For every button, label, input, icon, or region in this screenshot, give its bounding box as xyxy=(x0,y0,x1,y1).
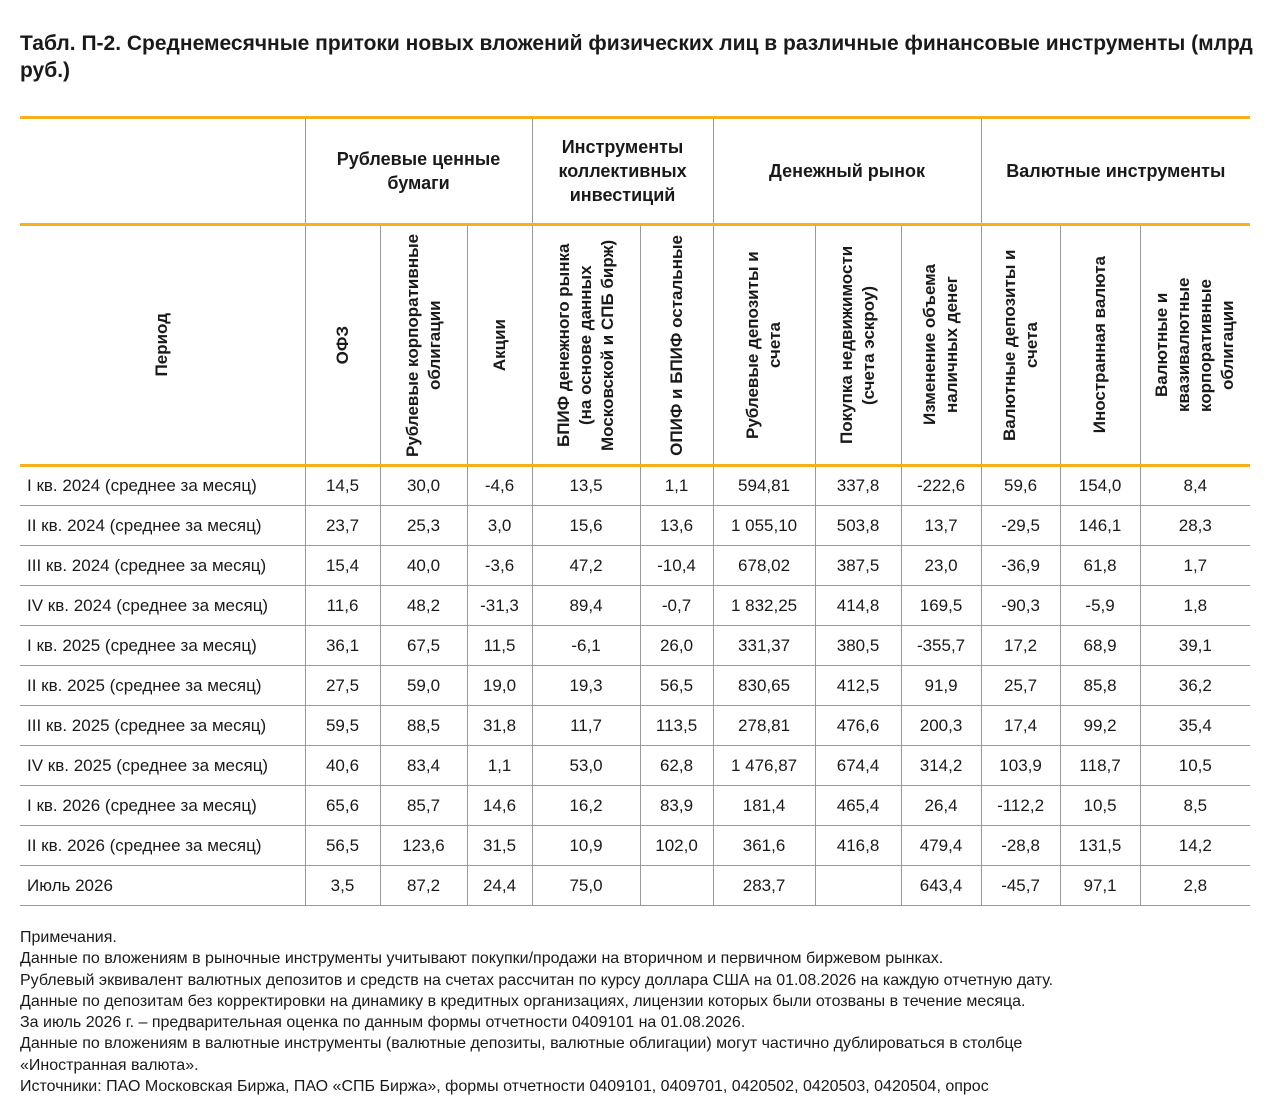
table-row xyxy=(20,786,1250,826)
value-cell: 1 476,87 xyxy=(713,746,815,786)
value-cell: 830,65 xyxy=(713,666,815,706)
value-cell: 10,5 xyxy=(1140,746,1250,786)
column-header-ruble-corp-bonds xyxy=(380,225,467,466)
group-header-currency-instruments: Валютные инструменты xyxy=(981,118,1250,225)
value-cell: 75,0 xyxy=(532,866,640,906)
table-row xyxy=(20,546,1250,586)
value-cell: 1,1 xyxy=(467,746,532,786)
table-row xyxy=(20,746,1250,786)
value-cell: 1 055,10 xyxy=(713,506,815,546)
value-cell: 102,0 xyxy=(640,826,713,866)
value-cell: 146,1 xyxy=(1060,506,1140,546)
table-row xyxy=(20,466,1250,506)
value-cell xyxy=(640,866,713,906)
value-cell: 1,1 xyxy=(640,466,713,506)
value-cell: 31,8 xyxy=(467,706,532,746)
column-header-shares xyxy=(467,225,532,466)
value-cell: 39,1 xyxy=(1140,626,1250,666)
value-cell: 1 832,25 xyxy=(713,586,815,626)
value-cell: 89,4 xyxy=(532,586,640,626)
value-cell: 19,3 xyxy=(532,666,640,706)
value-cell: 40,0 xyxy=(380,546,467,586)
value-cell: -31,3 xyxy=(467,586,532,626)
value-cell: 17,2 xyxy=(981,626,1060,666)
row-period-cell: III кв. 2025 (среднее за месяц) xyxy=(20,706,305,746)
column-header-foreign-currency xyxy=(1060,225,1140,466)
value-cell: 503,8 xyxy=(815,506,901,546)
value-cell: 8,4 xyxy=(1140,466,1250,506)
row-period-cell: II кв. 2024 (среднее за месяц) xyxy=(20,506,305,546)
value-cell: 278,81 xyxy=(713,706,815,746)
value-cell: 11,6 xyxy=(305,586,380,626)
value-cell: 97,1 xyxy=(1060,866,1140,906)
value-cell: 13,6 xyxy=(640,506,713,546)
table-row xyxy=(20,706,1250,746)
value-cell: 479,4 xyxy=(901,826,981,866)
value-cell: 65,6 xyxy=(305,786,380,826)
value-cell: 14,5 xyxy=(305,466,380,506)
column-header-label: Акции xyxy=(489,318,509,372)
group-header-row xyxy=(20,118,1250,225)
column-header-label: Иностранная валюта xyxy=(1090,256,1110,434)
value-cell: 40,6 xyxy=(305,746,380,786)
value-cell: 83,9 xyxy=(640,786,713,826)
value-cell: 13,7 xyxy=(901,506,981,546)
value-cell: 36,2 xyxy=(1140,666,1250,706)
value-cell: 113,5 xyxy=(640,706,713,746)
value-cell: 67,5 xyxy=(380,626,467,666)
value-cell: 83,4 xyxy=(380,746,467,786)
column-header-ruble-deposits xyxy=(713,225,815,466)
row-period-cell: I кв. 2026 (среднее за месяц) xyxy=(20,786,305,826)
column-header-real-estate xyxy=(815,225,901,466)
column-header-cash-change xyxy=(901,225,981,466)
column-header-label: Период xyxy=(152,313,172,377)
notes-block xyxy=(20,927,1260,1097)
value-cell: 59,6 xyxy=(981,466,1060,506)
value-cell: 1,8 xyxy=(1140,586,1250,626)
table-row xyxy=(20,506,1250,546)
table-row xyxy=(20,866,1250,906)
column-header-label: Покупка недвижимости (счета эскроу) xyxy=(837,245,879,445)
value-cell: 1,7 xyxy=(1140,546,1250,586)
value-cell: 14,6 xyxy=(467,786,532,826)
value-cell: 414,8 xyxy=(815,586,901,626)
value-cell: 416,8 xyxy=(815,826,901,866)
column-header-fx-corp-bonds xyxy=(1140,225,1250,466)
value-cell: 387,5 xyxy=(815,546,901,586)
value-cell: 103,9 xyxy=(981,746,1060,786)
value-cell: 56,5 xyxy=(640,666,713,706)
column-header-mmf-etf xyxy=(532,225,640,466)
value-cell: 26,0 xyxy=(640,626,713,666)
value-cell: 674,4 xyxy=(815,746,901,786)
value-cell: 10,9 xyxy=(532,826,640,866)
notes-heading: Примечания. xyxy=(20,929,117,946)
note-line: Источники: ПАО Московская Биржа, ПАО «СПБ Биржа», формы отчетности 0409101, 0409701, 0420502, 0420503, 0420504, опрос xyxy=(20,1078,989,1096)
value-cell: -355,7 xyxy=(901,626,981,666)
group-header-empty xyxy=(20,118,305,225)
table-row xyxy=(20,666,1250,706)
value-cell: -10,4 xyxy=(640,546,713,586)
column-header-label: ОФЗ xyxy=(332,325,352,365)
value-cell: 154,0 xyxy=(1060,466,1140,506)
value-cell: 25,7 xyxy=(981,666,1060,706)
value-cell: 16,2 xyxy=(532,786,640,826)
value-cell: 331,37 xyxy=(713,626,815,666)
value-cell: 35,4 xyxy=(1140,706,1250,746)
value-cell: 412,5 xyxy=(815,666,901,706)
value-cell: 678,02 xyxy=(713,546,815,586)
value-cell: 23,0 xyxy=(901,546,981,586)
value-cell: 26,4 xyxy=(901,786,981,826)
column-header-other-funds xyxy=(640,225,713,466)
value-cell: 85,7 xyxy=(380,786,467,826)
value-cell: -29,5 xyxy=(981,506,1060,546)
value-cell: 476,6 xyxy=(815,706,901,746)
value-cell: 15,4 xyxy=(305,546,380,586)
value-cell: 2,8 xyxy=(1140,866,1250,906)
value-cell: 643,4 xyxy=(901,866,981,906)
value-cell: 30,0 xyxy=(380,466,467,506)
row-period-cell: I кв. 2024 (среднее за месяц) xyxy=(20,466,305,506)
value-cell: 465,4 xyxy=(815,786,901,826)
note-line: «Иностранная валюта». xyxy=(20,1056,199,1074)
column-header-ofz xyxy=(305,225,380,466)
row-period-cell: Июль 2026 xyxy=(20,866,305,906)
value-cell: -36,9 xyxy=(981,546,1060,586)
value-cell: 25,3 xyxy=(380,506,467,546)
value-cell: -112,2 xyxy=(981,786,1060,826)
value-cell: 200,3 xyxy=(901,706,981,746)
row-period-cell: IV кв. 2024 (среднее за месяц) xyxy=(20,586,305,626)
value-cell: 8,5 xyxy=(1140,786,1250,826)
value-cell: -90,3 xyxy=(981,586,1060,626)
table-title: Табл. П-2. Среднемесячные притоки новых вложений физических лиц в различные финансовые инструменты (млрд руб.) xyxy=(20,32,1253,82)
value-cell: 13,5 xyxy=(532,466,640,506)
column-header-label: Рублевые корпоративные облигации xyxy=(402,233,444,457)
value-cell: -222,6 xyxy=(901,466,981,506)
value-cell: 28,3 xyxy=(1140,506,1250,546)
table-row xyxy=(20,626,1250,666)
value-cell: 48,2 xyxy=(380,586,467,626)
note-line: Рублевый эквивалент валютных депозитов и средств на счетах рассчитан по курсу доллара США на 01.08.2026 на каждую отчетную дату. xyxy=(20,971,1054,989)
value-cell: -6,1 xyxy=(532,626,640,666)
column-header-label: Рублевые депозиты и счета xyxy=(743,251,785,439)
value-cell: 24,4 xyxy=(467,866,532,906)
column-header-label: БПИФ денежного рынка (на основе данных Московской и СПБ бирж) xyxy=(554,239,618,451)
value-cell: 10,5 xyxy=(1060,786,1140,826)
group-header-money-market: Денежный рынок xyxy=(713,118,981,225)
value-cell: 181,4 xyxy=(713,786,815,826)
value-cell: 11,7 xyxy=(532,706,640,746)
column-header-label: Валютные и квазивалютные корпоративные облигации xyxy=(1152,277,1238,413)
value-cell: -28,8 xyxy=(981,826,1060,866)
value-cell: 62,8 xyxy=(640,746,713,786)
value-cell: 17,4 xyxy=(981,706,1060,746)
table-body xyxy=(20,466,1250,906)
value-cell: 88,5 xyxy=(380,706,467,746)
value-cell: 283,7 xyxy=(713,866,815,906)
value-cell: 314,2 xyxy=(901,746,981,786)
value-cell: 380,5 xyxy=(815,626,901,666)
value-cell: 14,2 xyxy=(1140,826,1250,866)
value-cell: 87,2 xyxy=(380,866,467,906)
value-cell: 91,9 xyxy=(901,666,981,706)
value-cell: 59,5 xyxy=(305,706,380,746)
value-cell: -45,7 xyxy=(981,866,1060,906)
value-cell xyxy=(815,866,901,906)
value-cell: 131,5 xyxy=(1060,826,1140,866)
value-cell: 361,6 xyxy=(713,826,815,866)
value-cell: 85,8 xyxy=(1060,666,1140,706)
value-cell: 15,6 xyxy=(532,506,640,546)
value-cell: 23,7 xyxy=(305,506,380,546)
table-row xyxy=(20,826,1250,866)
column-header-row xyxy=(20,225,1250,466)
note-line: Данные по вложениям в валютные инструменты (валютные депозиты, валютные облигации) могут частично дублироваться в столбце xyxy=(20,1035,1023,1053)
row-period-cell: I кв. 2025 (среднее за месяц) xyxy=(20,626,305,666)
table-row xyxy=(20,586,1250,626)
column-header-fx-deposits xyxy=(981,225,1060,466)
value-cell: 59,0 xyxy=(380,666,467,706)
value-cell: 61,8 xyxy=(1060,546,1140,586)
note-line: Данные по депозитам без корректировки на динамику в кредитных организациях, лицензии которых были отозваны в течение месяца. xyxy=(20,992,1026,1010)
value-cell: 27,5 xyxy=(305,666,380,706)
group-header-ruble-securities: Рублевые ценные бумаги xyxy=(305,118,532,225)
value-cell: -3,6 xyxy=(467,546,532,586)
value-cell: 118,7 xyxy=(1060,746,1140,786)
value-cell: -4,6 xyxy=(467,466,532,506)
value-cell: 337,8 xyxy=(815,466,901,506)
note-line: За июль 2026 г. – предварительная оценка по данным формы отчетности 0409101 на 01.08.2026. xyxy=(20,1014,746,1032)
column-header-label: Изменение объема наличных денег xyxy=(920,264,962,426)
column-header-label: ОПИФ и БПИФ остальные xyxy=(666,234,686,456)
value-cell: 3,5 xyxy=(305,866,380,906)
value-cell: 31,5 xyxy=(467,826,532,866)
value-cell: 594,81 xyxy=(713,466,815,506)
value-cell: 36,1 xyxy=(305,626,380,666)
value-cell: 53,0 xyxy=(532,746,640,786)
value-cell: 11,5 xyxy=(467,626,532,666)
value-cell: 169,5 xyxy=(901,586,981,626)
note-line: Данные по вложениям в рыночные инструменты учитывают покупки/продажи на вторичном и первичном биржевом рынках. xyxy=(20,950,944,968)
data-table xyxy=(20,116,1250,906)
row-period-cell: IV кв. 2025 (среднее за месяц) xyxy=(20,746,305,786)
value-cell: 3,0 xyxy=(467,506,532,546)
row-period-cell: II кв. 2025 (среднее за месяц) xyxy=(20,666,305,706)
row-period-cell: II кв. 2026 (среднее за месяц) xyxy=(20,826,305,866)
group-header-collective-investment: Инструменты коллективных инвестиций xyxy=(532,118,713,225)
row-period-cell: III кв. 2024 (среднее за месяц) xyxy=(20,546,305,586)
value-cell: -0,7 xyxy=(640,586,713,626)
value-cell: 47,2 xyxy=(532,546,640,586)
column-header-label: Валютные депозиты и счета xyxy=(999,249,1041,441)
value-cell: -5,9 xyxy=(1060,586,1140,626)
column-header-period xyxy=(20,225,305,466)
value-cell: 56,5 xyxy=(305,826,380,866)
value-cell: 99,2 xyxy=(1060,706,1140,746)
value-cell: 123,6 xyxy=(380,826,467,866)
value-cell: 68,9 xyxy=(1060,626,1140,666)
value-cell: 19,0 xyxy=(467,666,532,706)
